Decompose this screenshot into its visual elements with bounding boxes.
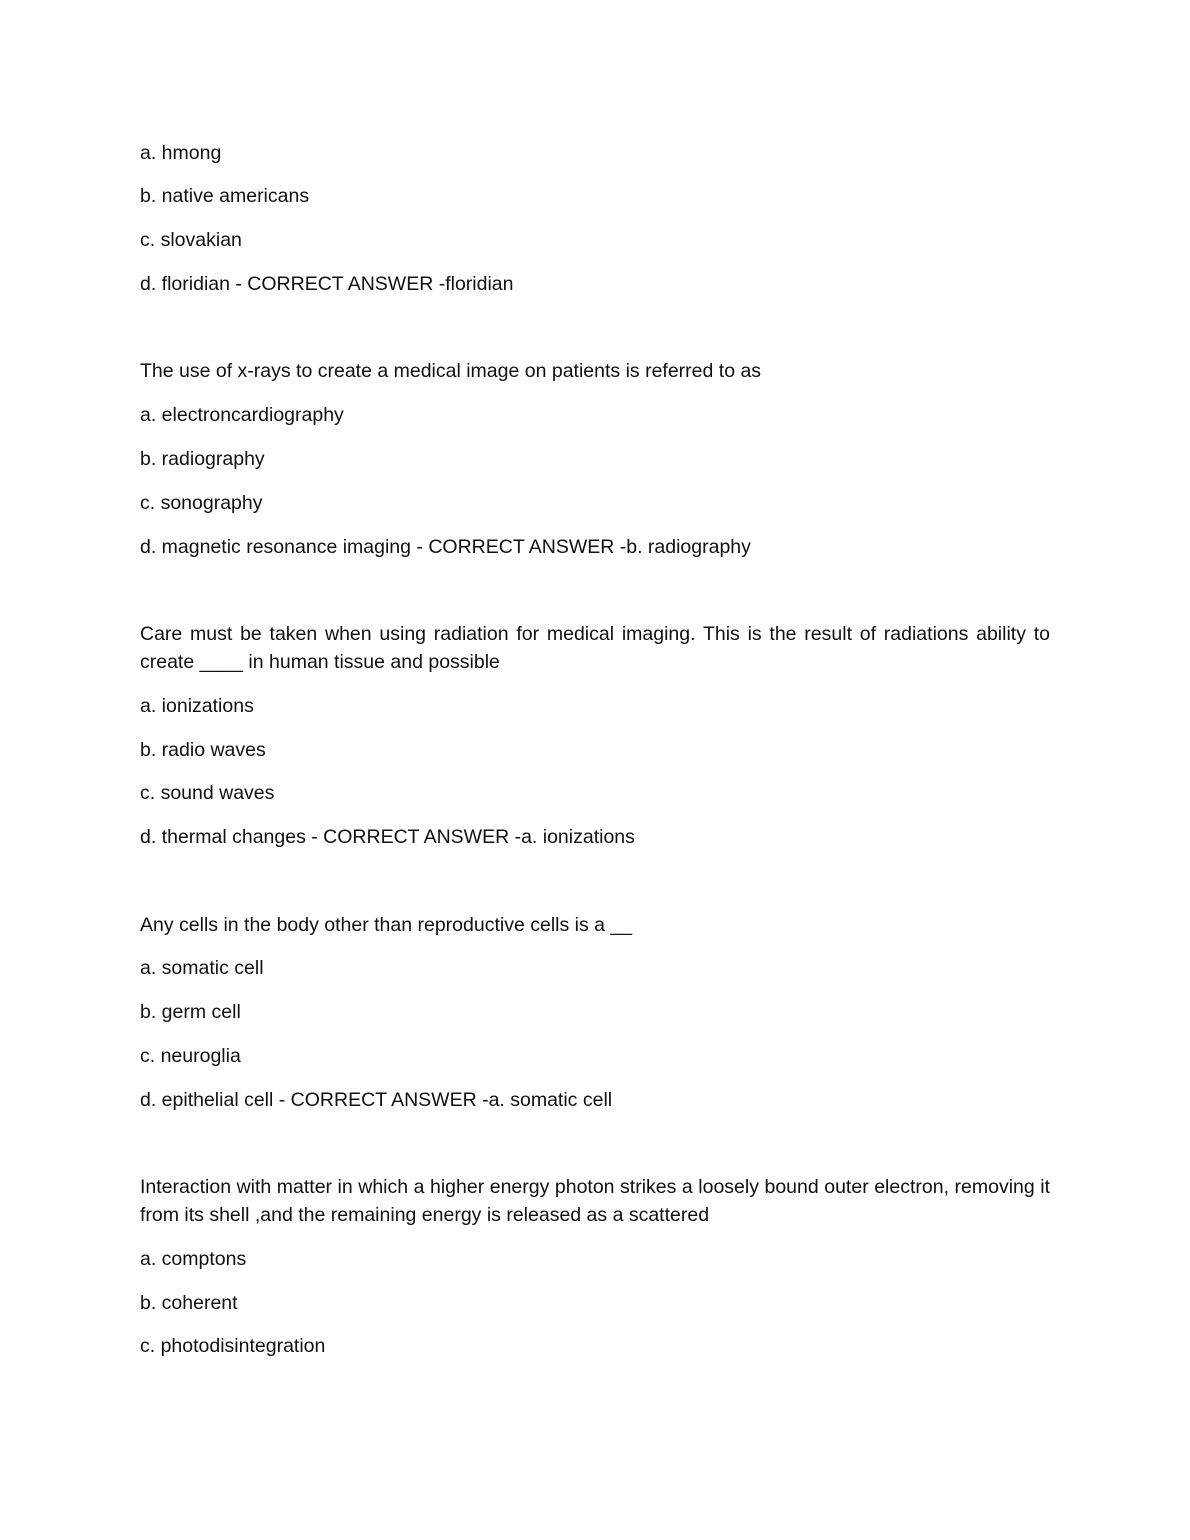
answer-option: c. neuroglia: [140, 1045, 241, 1067]
answer-option: b. radiography: [140, 448, 265, 470]
answer-option: b. native americans: [140, 185, 310, 207]
answer-option: b. radio waves: [140, 739, 266, 761]
answer-option-correct: d. thermal changes - CORRECT ANSWER -a. ionizations: [140, 826, 635, 848]
answer-option: a. hmong: [140, 142, 222, 164]
answer-option: c. photodisintegration: [140, 1335, 326, 1357]
question-text: The use of x-rays to create a medical image on patients is referred to as: [140, 360, 762, 382]
answer-option: a. somatic cell: [140, 957, 264, 979]
answer-option: a. ionizations: [140, 695, 254, 717]
answer-option-correct: d. magnetic resonance imaging - CORRECT ANSWER -b. radiography: [140, 536, 751, 558]
answer-option-correct: d. floridian - CORRECT ANSWER -floridian: [140, 273, 514, 295]
answer-option: b. coherent: [140, 1292, 238, 1314]
answer-option-correct: d. epithelial cell - CORRECT ANSWER -a. somatic cell: [140, 1089, 613, 1111]
question-text: Care must be taken when using radiation for medical imaging. This is the result of radiations ability to create ____ in human tissue and possible: [140, 623, 1050, 673]
answer-option: c. slovakian: [140, 229, 242, 251]
answer-option: a. comptons: [140, 1248, 247, 1270]
answer-option: c. sonography: [140, 492, 263, 514]
answer-option: b. germ cell: [140, 1001, 241, 1023]
answer-option: c. sound waves: [140, 782, 275, 804]
question-text: Interaction with matter in which a higher energy photon strikes a loosely bound outer electron, removing it from its shell ,and the remaining energy is released as a scattered: [140, 1176, 1050, 1226]
question-text: Any cells in the body other than reproductive cells is a __: [140, 914, 633, 936]
answer-option: a. electroncardiography: [140, 404, 344, 426]
